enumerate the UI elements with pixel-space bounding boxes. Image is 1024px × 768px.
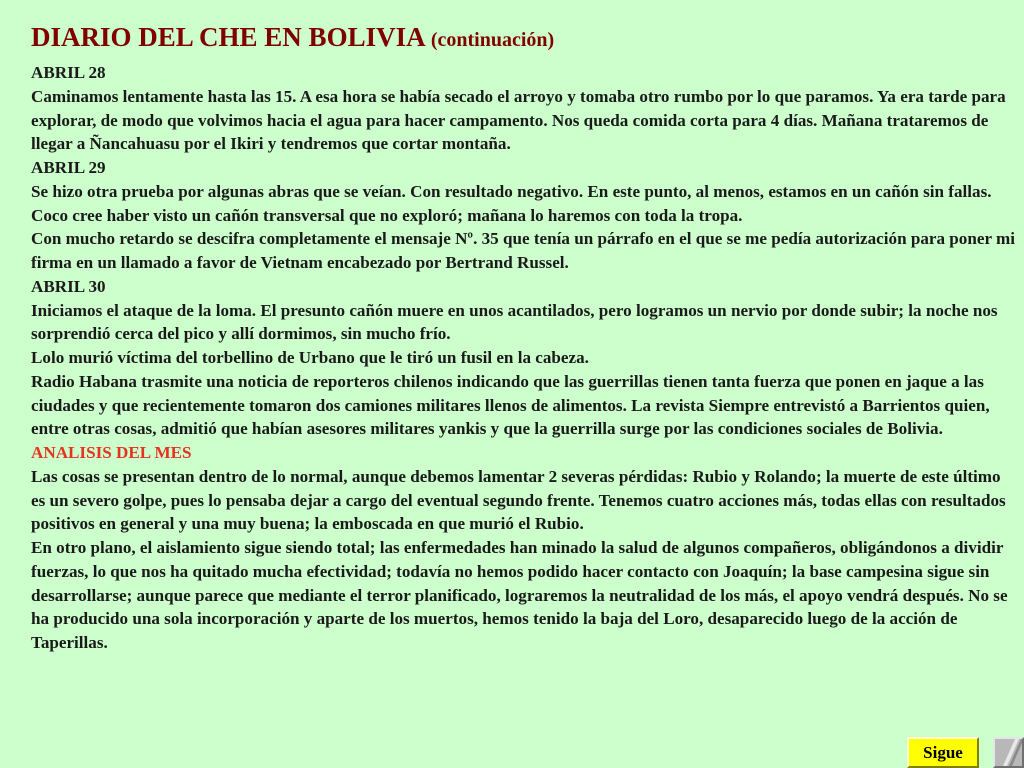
analysis-paragraph: En otro plano, el aislamiento sigue siendo total; las enfermedades han minado la salud de algunos compañeros, obligándonos a dividir fuerzas, lo que nos ha quitado mucha efectividad; todavía no hemos podido hacer contacto con Joaquín; la base campesina sigue sin desarrollarse; aunque parece que mediante el terror planificado, lograremos la neutralidad de los más, el apoyo vendrá después. No se ha producido una sola incorporación y aparte de los muertos, hemos tenido la baja del Loro, desaparecido luego de la acción de Taperillas. <box>31 538 1008 652</box>
entry-heading-abril-29: ABRIL 29 <box>31 158 106 177</box>
title-text: DIARIO DEL CHE EN BOLIVIA <box>31 22 425 52</box>
entry-paragraph: Lolo murió víctima del torbellino de Urbano que le tiró un fusil en la cabeza. <box>31 348 589 367</box>
entry-heading-abril-28: ABRIL 28 <box>31 63 106 82</box>
stripe-icon <box>995 739 1022 766</box>
entry-heading-abril-30: ABRIL 30 <box>31 276 106 296</box>
entry-paragraph: Radio Habana trasmite una noticia de reporteros chilenos indicando que las guerrillas tienen tanta fuerza que ponen en jaque a las ciudades y que recientemente tomaron dos camiones militares llenos de alimentos. La revista Siempre entrevistó a Barrientos quien, entre otras cosas, admitió que habían asesores militares yankis y que la guerrilla surge por las condiciones sociales de Bolivia. <box>31 371 990 439</box>
next-button[interactable]: Sigue <box>907 737 979 768</box>
analysis-heading: ANALISIS DEL MES <box>31 443 192 462</box>
entry-paragraph: Con mucho retardo se descifra completamente el mensaje Nº. 35 que tenía un párrafo en el que se me pedía autorización para poner mi firma en un llamado a favor de Vietnam encabezado por Bertrand Russel. <box>31 229 1015 272</box>
entry-paragraph: Caminamos lentamente hasta las 15. A esa hora se había secado el arroyo y tomaba otro rumbo por lo que paramos. Ya era tarde para explorar, de modo que volvimos hacia el agua para hacer campamento. Nos queda comida corta para 4 días. Mañana trataremos de llegar a Ñancahuasu por el Ikiri y tendremos que cortar montaña. <box>31 86 1006 154</box>
entry-paragraph: Iniciamos el ataque de la loma. El presunto cañón muere en unos acantilados, pero logramos un nervio por donde subir; la noche nos sorprendió cerca del pico y allí dormimos, sin mucho frío. <box>31 300 998 344</box>
page-title <box>31 20 554 57</box>
diary-body <box>31 61 1016 655</box>
analysis-paragraph: Las cosas se presentan dentro de lo normal, aunque debemos lamentar 2 severas pérdidas: Rubio y Rolando; la muerte de este último es un severo golpe, pues lo pensaba dejar a cargo del eventual segundo frente. Tenemos cuatro acciones más, todas ellas con resultados positivos en general y una muy buena; la emboscada en que murió el Rubio. <box>31 466 1006 534</box>
home-button[interactable] <box>993 737 1024 768</box>
entry-paragraph: Se hizo otra prueba por algunas abras que se veían. Con resultado negativo. En este punto, al menos, estamos en un cañón sin fallas. Coco cree haber visto un cañón transversal que no exploró; mañana lo haremos con toda la tropa. <box>31 181 992 225</box>
title-subtitle: (continuación) <box>430 29 555 51</box>
